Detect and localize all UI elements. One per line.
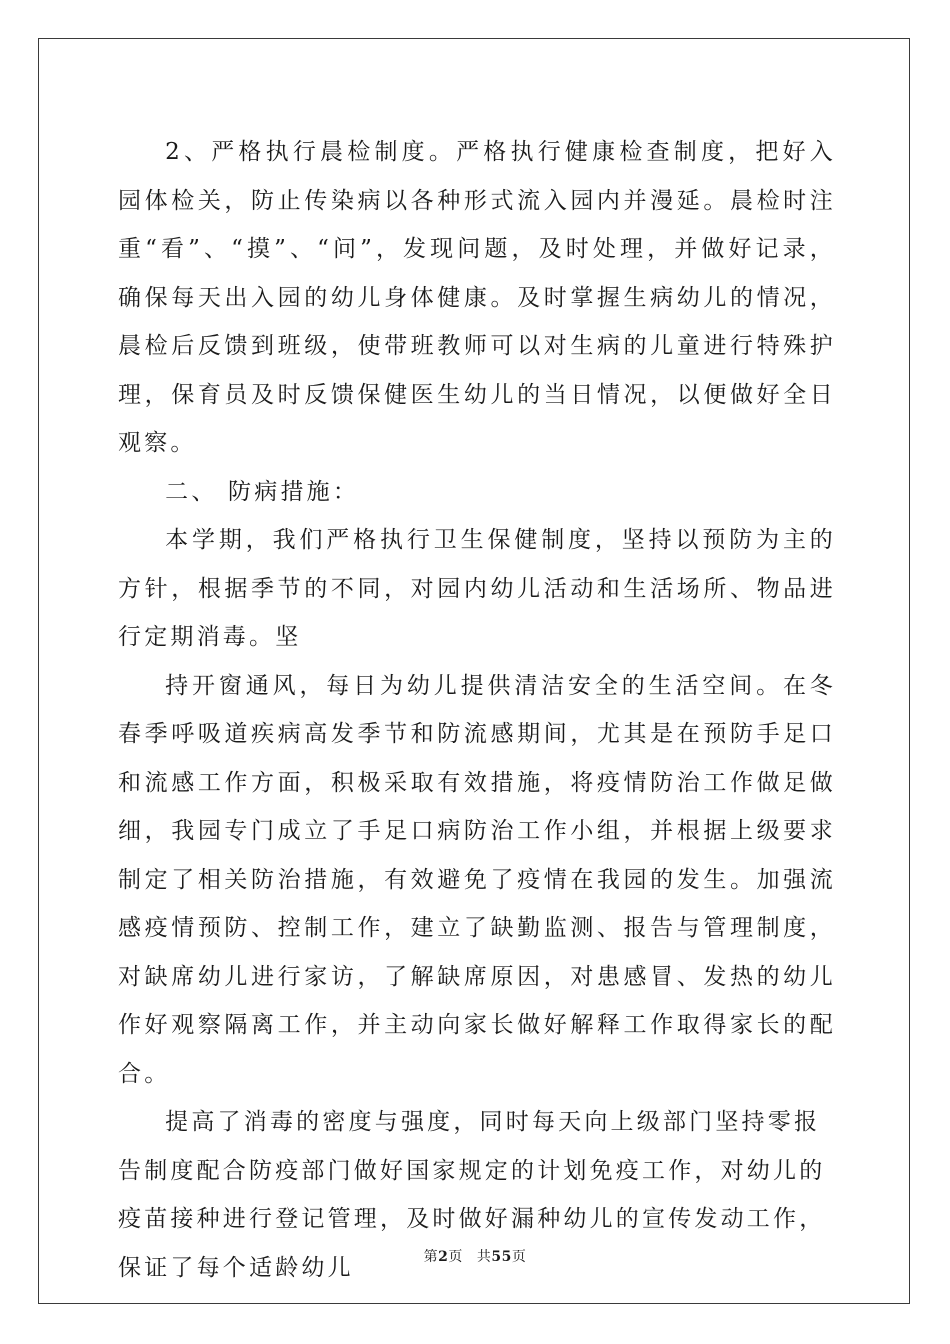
section-heading-prevention: 二、 防病措施： — [165, 478, 360, 505]
total-pages: 55 — [491, 1249, 512, 1265]
total-prefix: 共 — [476, 1249, 492, 1265]
document-body — [118, 128, 836, 1292]
total-suffix: 页 — [511, 1249, 527, 1265]
page-suffix: 页 — [448, 1249, 463, 1265]
page-footer — [0, 1246, 950, 1266]
paragraph-disinfection: 提高了消毒的密度与强度，同时每天向上级部门坚持零报告制度配合防疫部门做好国家规定的计划免疫工作，对幼儿的疫苗接种进行登记管理，及时做好漏种幼儿的宣传发动工作，保证了每个适龄幼儿 — [118, 1109, 826, 1281]
page-number: 2 — [438, 1249, 449, 1265]
paragraph-semester-policy: 本学期，我们严格执行卫生保健制度，坚持以预防为主的方针，根据季节的不同，对园内幼儿活动和生活场所、物品进行定期消毒。坚 — [118, 527, 836, 650]
paragraph-morning-check: 2、严格执行晨检制度。严格执行健康检查制度，把好入园体检关，防止传染病以各种形式流入园内并漫延。晨检时注重“看”、“摸”、“问”，发现问题，及时处理，并做好记录，确保每天出入园的幼儿身体健康。及时掌握生病幼儿的情况，晨检后反馈到班级，使带班教师可以对生病的儿童进行特殊护理，保育员及时反馈保健医生幼儿的当日情况，以便做好全日观察。 — [118, 139, 836, 456]
paragraph-ventilation: 持开窗通风，每日为幼儿提供清洁安全的生活空间。在冬春季呼吸道疾病高发季节和防流感期间，尤其是在预防手足口和流感工作方面，积极采取有效措施，将疫情防治工作做足做细，我园专门成立了手足口病防治工作小组，并根据上级要求制定了相关防治措施，有效避免了疫情在我园的发生。加强流感疫情预防、控制工作，建立了缺勤监测、报告与管理制度，对缺席幼儿进行家访，了解缺席原因，对患感冒、发热的幼儿作好观察隔离工作，并主动向家长做好解释工作取得家长的配合。 — [118, 672, 836, 1087]
page-prefix: 第 — [423, 1249, 439, 1265]
